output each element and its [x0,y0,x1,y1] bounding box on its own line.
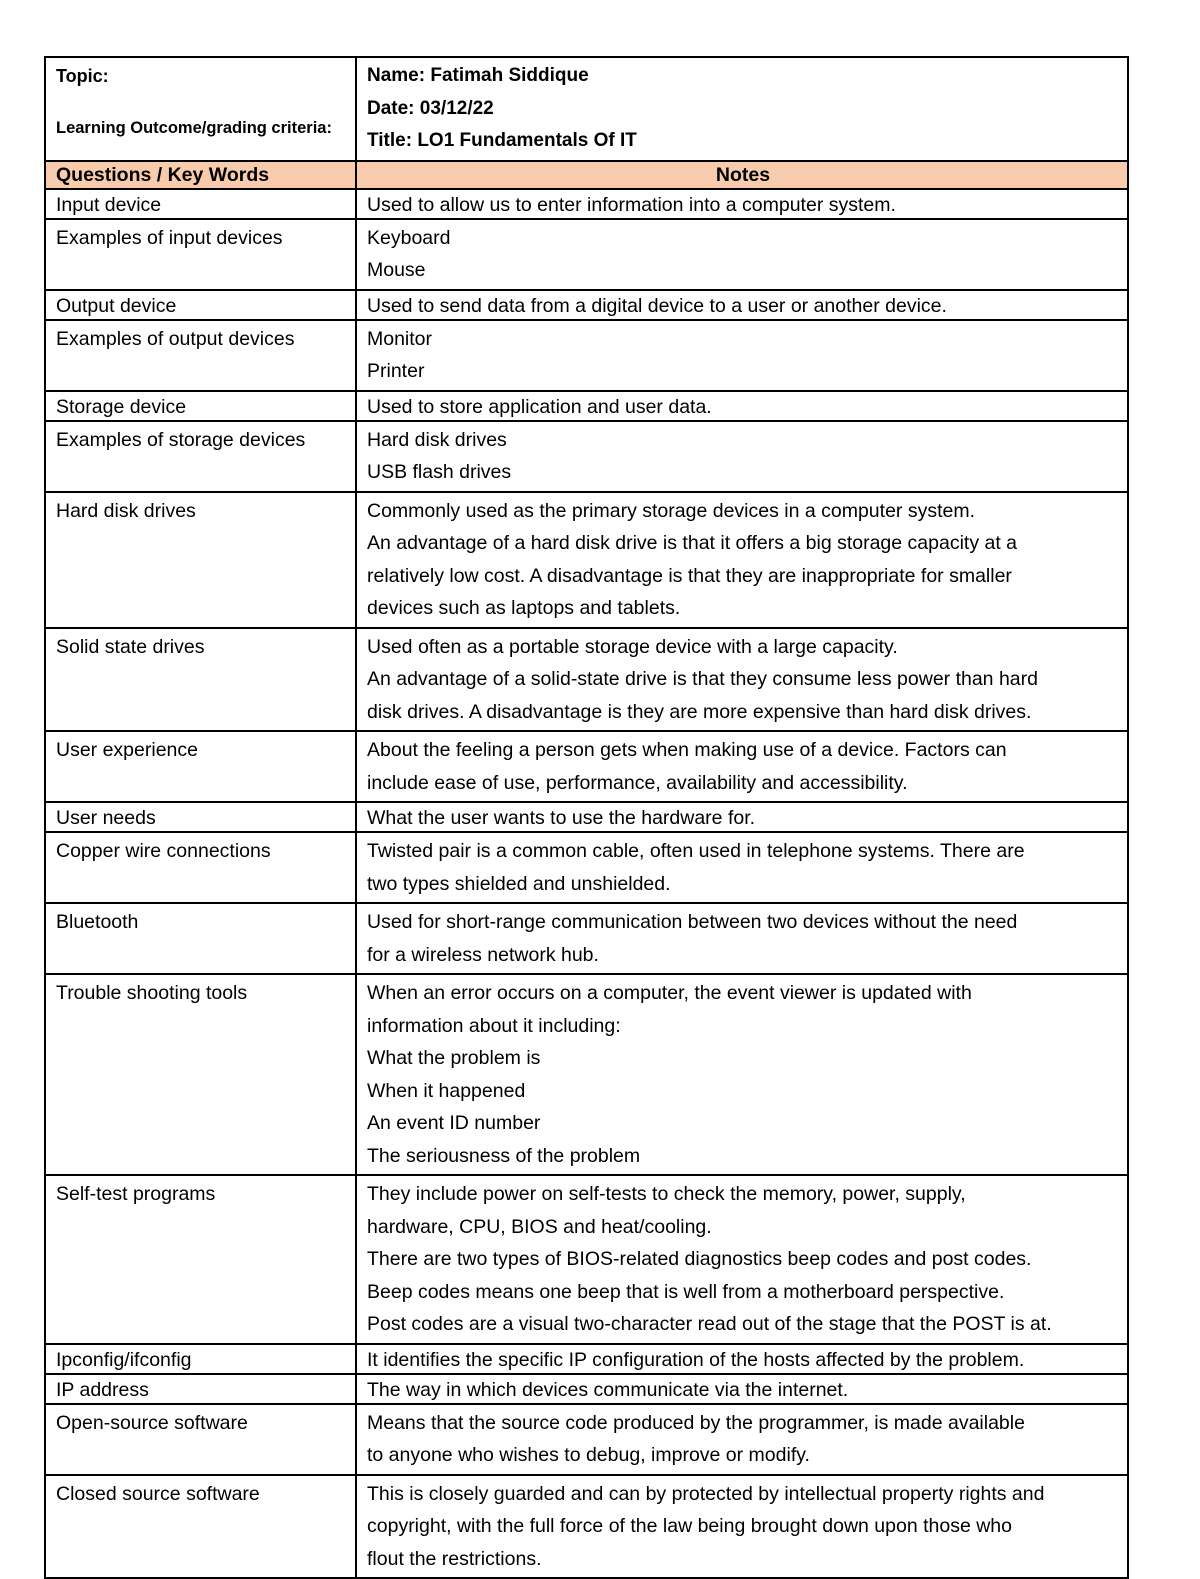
note-line: When it happened [367,1079,526,1102]
learning-outcome-label: Learning Outcome/grading criteria: [56,118,332,137]
column-header-questions: Questions / Key Words [45,161,356,189]
note-line: Twisted pair is a common cable, often used in telephone systems. There are [367,840,1025,862]
note-line: Means that the source code produced by the programmer, is made available [367,1411,1025,1434]
note-line: information about it including: [367,1014,621,1037]
key-word-cell: User needs [45,802,356,832]
notes-cell [356,492,1128,628]
table-row [45,731,1128,802]
key-word-cell: Input device [45,189,356,219]
note-line: flout the restrictions. [367,1547,542,1570]
note-line: Post codes are a visual two-character read out of the stage that the POST is at. [367,1313,1052,1335]
key-word-cell: Hard disk drives [45,492,356,628]
table-row [45,903,1128,974]
notes-table [44,56,1129,1579]
key-word-cell: Examples of storage devices [45,421,356,492]
notes-cell [356,903,1128,974]
key-word-cell: User experience [45,731,356,802]
notes-cell [356,802,1128,832]
note-line: Mouse [367,259,426,281]
table-row [45,974,1128,1175]
student-name: Name: Fatimah Siddique [367,65,589,86]
column-header-notes: Notes [356,161,1128,189]
topic-label: Topic: [56,66,109,86]
note-line: About the feeling a person gets when making use of a device. Factors can [367,739,1007,761]
document-title: Title: LO1 Fundamentals Of IT [367,130,637,151]
key-word-cell: Copper wire connections [45,832,356,903]
note-line: Printer [367,360,425,382]
note-line: It identifies the specific IP configuration of the hosts affected by the problem. [367,1348,1025,1371]
notes-cell [356,1344,1128,1374]
note-line: Monitor [367,327,433,350]
key-word-cell: Examples of input devices [45,219,356,290]
details-cell [356,57,1128,161]
notes-cell [356,1175,1128,1344]
table-row [45,189,1128,219]
key-word-cell: Open-source software [45,1404,356,1475]
note-line: copyright, with the full force of the law being brought down upon those who [367,1515,1012,1537]
note-line: Beep codes means one beep that is well from a motherboard perspective. [367,1280,1005,1303]
table-row [45,1374,1128,1404]
topic-cell [45,57,356,161]
notes-cell [356,189,1128,219]
header-info-row [45,57,1128,161]
notes-cell [356,1404,1128,1475]
key-word-cell: Bluetooth [45,903,356,974]
note-line: The seriousness of the problem [367,1144,641,1167]
note-line: devices such as laptops and tablets. [367,597,681,619]
note-line: two types shielded and unshielded. [367,872,671,895]
notes-cell [356,219,1128,290]
column-header-row [45,161,1128,189]
note-line: What the problem is [367,1047,541,1069]
notes-table-body [45,57,1128,1578]
table-row [45,290,1128,320]
note-line: Used often as a portable storage device with a large capacity. [367,635,898,658]
notes-cell [356,391,1128,421]
note-line: hardware, CPU, BIOS and heat/cooling. [367,1215,712,1238]
note-line: to anyone who wishes to debug, improve or modify. [367,1444,810,1466]
notes-cell [356,320,1128,391]
note-line: Used to store application and user data. [367,395,712,418]
table-row [45,320,1128,391]
table-row [45,832,1128,903]
notes-cell [356,832,1128,903]
note-line: An advantage of a hard disk drive is that it offers a big storage capacity at a [367,532,1018,554]
note-line: Keyboard [367,226,451,249]
note-line: They include power on self-tests to check the memory, power, supply, [367,1183,966,1205]
notes-cell [356,1475,1128,1579]
note-line: An event ID number [367,1112,541,1134]
note-line: When an error occurs on a computer, the event viewer is updated with [367,982,972,1004]
key-word-cell: Self-test programs [45,1175,356,1344]
note-line: There are two types of BIOS-related diagnostics beep codes and post codes. [367,1248,1032,1270]
notes-cell [356,421,1128,492]
key-word-cell: IP address [45,1374,356,1404]
document-date: Date: 03/12/22 [367,97,494,119]
table-row [45,1475,1128,1579]
note-line: relatively low cost. A disadvantage is that they are inappropriate for smaller [367,564,1012,587]
table-row [45,219,1128,290]
key-word-cell: Storage device [45,391,356,421]
key-word-cell: Ipconfig/ifconfig [45,1344,356,1374]
notes-cell [356,974,1128,1175]
notes-cell [356,731,1128,802]
note-line: disk drives. A disadvantage is they are more expensive than hard disk drives. [367,700,1032,723]
table-row [45,628,1128,732]
key-word-cell: Solid state drives [45,628,356,732]
note-line: An advantage of a solid-state drive is that they consume less power than hard [367,668,1038,690]
table-row [45,492,1128,628]
note-line: Used to send data from a digital device to a user or another device. [367,294,947,317]
key-word-cell: Closed source software [45,1475,356,1579]
note-line: This is closely guarded and can by protected by intellectual property rights and [367,1482,1045,1505]
table-row [45,1404,1128,1475]
notes-cell [356,1374,1128,1404]
note-line: Used for short-range communication between two devices without the need [367,911,1018,933]
table-row [45,1344,1128,1374]
table-row [45,391,1128,421]
key-word-cell: Output device [45,290,356,320]
key-word-cell: Trouble shooting tools [45,974,356,1175]
note-line: The way in which devices communicate via the internet. [367,1378,849,1401]
table-row [45,802,1128,832]
note-line: include ease of use, performance, availability and accessibility. [367,771,908,794]
note-line: USB flash drives [367,461,512,483]
note-line: Hard disk drives [367,428,507,451]
note-line: Commonly used as the primary storage devices in a computer system. [367,499,975,522]
note-line: Used to allow us to enter information into a computer system. [367,193,896,216]
notes-cell [356,290,1128,320]
notes-cell [356,628,1128,732]
key-word-cell: Examples of output devices [45,320,356,391]
note-line: for a wireless network hub. [367,943,599,966]
table-row [45,421,1128,492]
table-row [45,1175,1128,1344]
note-line: What the user wants to use the hardware for. [367,807,756,829]
